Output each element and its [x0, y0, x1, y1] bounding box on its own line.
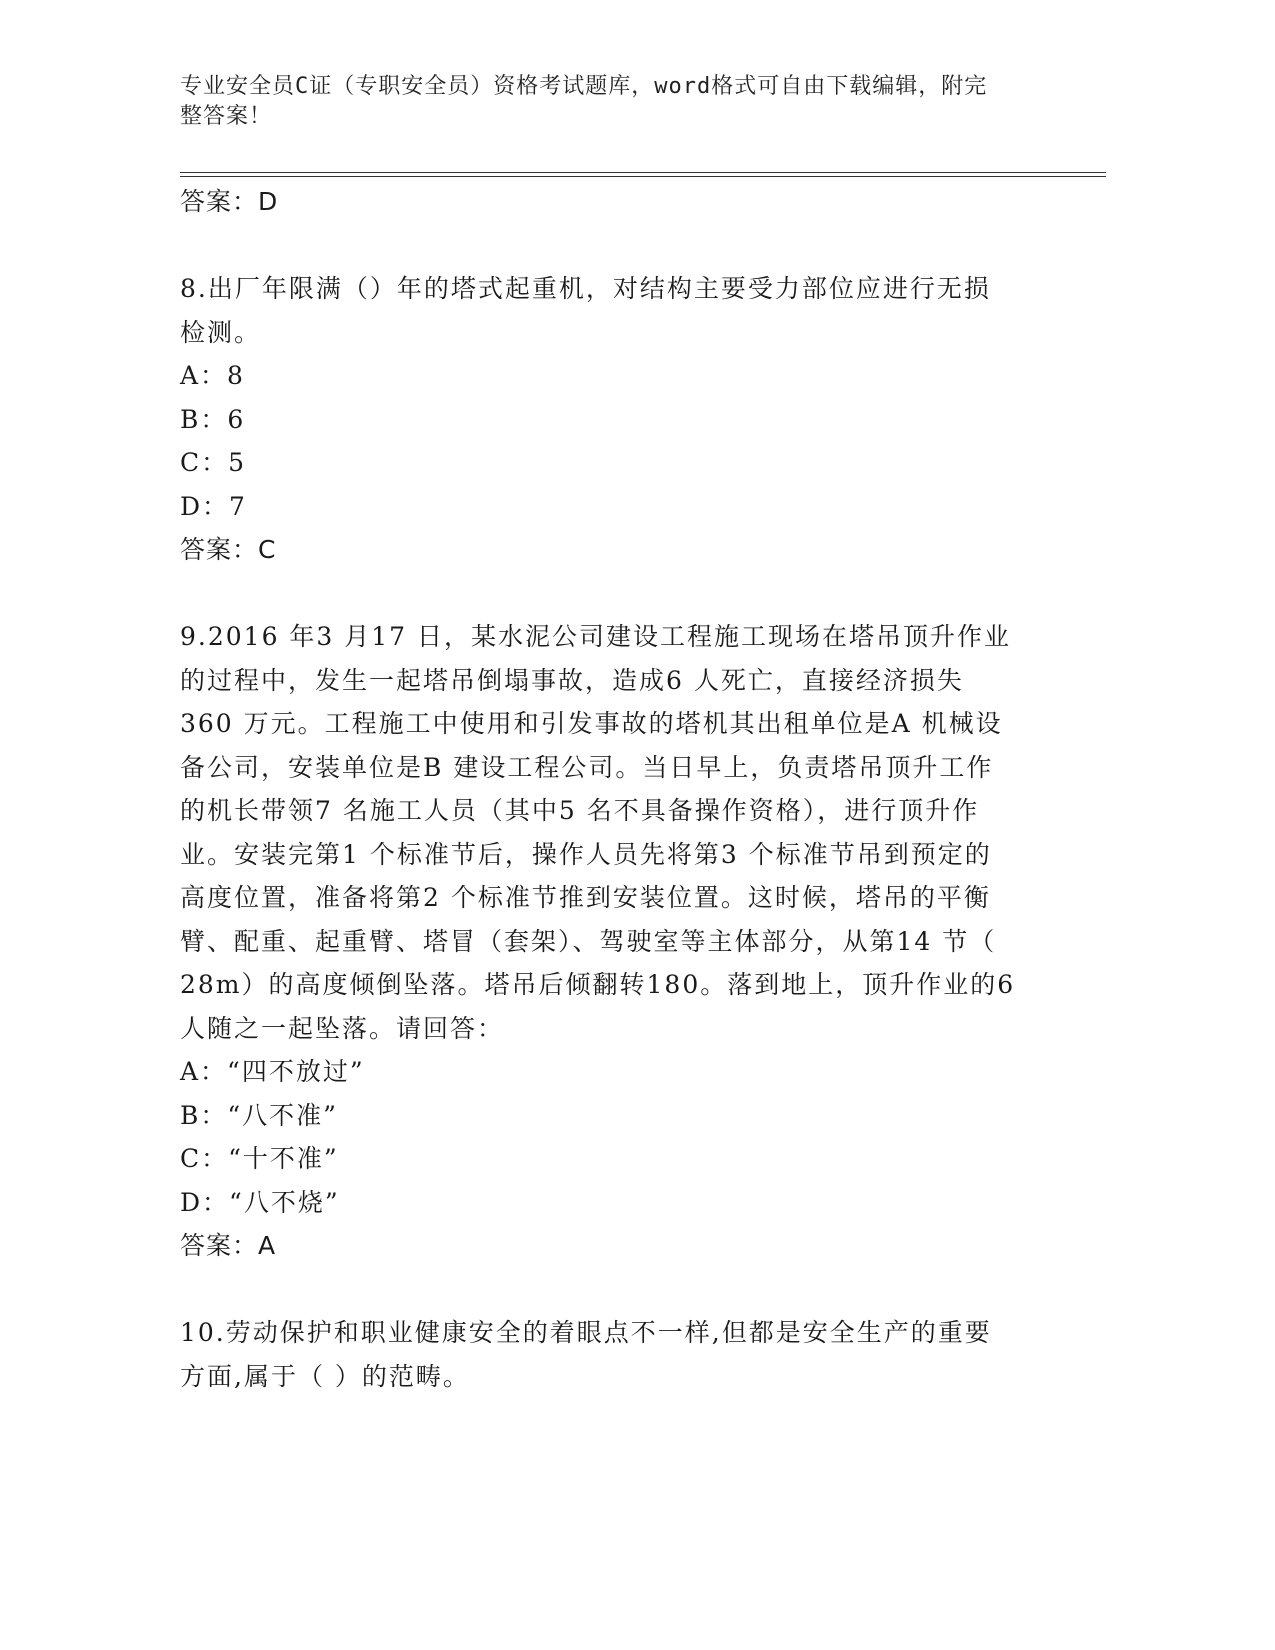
- option-c: C：5: [180, 448, 247, 477]
- option-a: A：“四不放过”: [180, 1057, 365, 1086]
- question-10: [180, 1311, 1040, 1398]
- question-9: [180, 615, 1040, 1268]
- question-text-line: 360 万元。工程施工中使用和引发事故的塔机其出租单位是A 机械设: [180, 709, 1003, 738]
- header-rule-top: [180, 172, 1106, 173]
- header-line-1: 专业安全员C证（专职安全员）资格考试题库，word格式可自由下载编辑，附完: [180, 74, 988, 99]
- question-text-line: 人随之一起坠落。请回答：: [180, 1013, 505, 1043]
- option-b: B：“八不准”: [180, 1100, 338, 1130]
- page-header: [180, 72, 1040, 132]
- question-text-line: 8.出厂年限满（）年的塔式起重机，对结构主要受力部位应进行无损: [180, 274, 991, 303]
- exam-content: [180, 180, 1040, 1398]
- question-text-line: 备公司，安装单位是B 建设工程公司。当日早上，负责塔吊顶升工作: [180, 752, 994, 782]
- option-a: A：8: [180, 361, 245, 390]
- question-text-line: 9.2016 年3 月17 日，某水泥公司建设工程施工现场在塔吊顶升作业: [180, 622, 1012, 651]
- question-text-line: 方面,属于（ ）的范畴。: [180, 1361, 470, 1391]
- option-b: B：6: [180, 404, 246, 434]
- answer: 答案：A: [180, 1231, 277, 1260]
- option-d: D：7: [180, 491, 247, 521]
- question-text-line: 的过程中，发生一起塔吊倒塌事故，造成6 人死亡，直接经济损失: [180, 665, 964, 695]
- spacer: [180, 1268, 1040, 1312]
- header-line-2: 整答案！: [180, 104, 273, 129]
- answer: 答案：C: [180, 535, 277, 564]
- option-d: D：“八不烧”: [180, 1187, 340, 1217]
- question-text-line: 臂、配重、起重臂、塔冒（套架）、驾驶室等主体部分，从第14 节（: [180, 926, 997, 956]
- previous-answer: 答案：D: [180, 187, 279, 216]
- question-text-line: 业。安装完第1 个标准节后，操作人员先将第3 个标准节吊到预定的: [180, 839, 992, 869]
- question-text-line: 28m）的高度倾倒坠落。塔吊后倾翻转180。落到地上，顶升作业的6: [180, 970, 1016, 999]
- spacer: [180, 224, 1040, 268]
- question-8: [180, 267, 1040, 572]
- question-text-line: 10.劳动保护和职业健康安全的着眼点不一样,但都是安全生产的重要: [180, 1318, 992, 1347]
- header-rule-bottom: [180, 176, 1106, 177]
- question-text-line: 的机长带领7 名施工人员（其中5 名不具备操作资格），进行顶升作: [180, 796, 980, 825]
- question-text-line: 高度位置，准备将第2 个标准节推到安装位置。这时候，塔吊的平衡: [180, 883, 991, 912]
- spacer: [180, 572, 1040, 616]
- option-c: C：“十不准”: [180, 1144, 339, 1173]
- question-text-line: 检测。: [180, 317, 262, 347]
